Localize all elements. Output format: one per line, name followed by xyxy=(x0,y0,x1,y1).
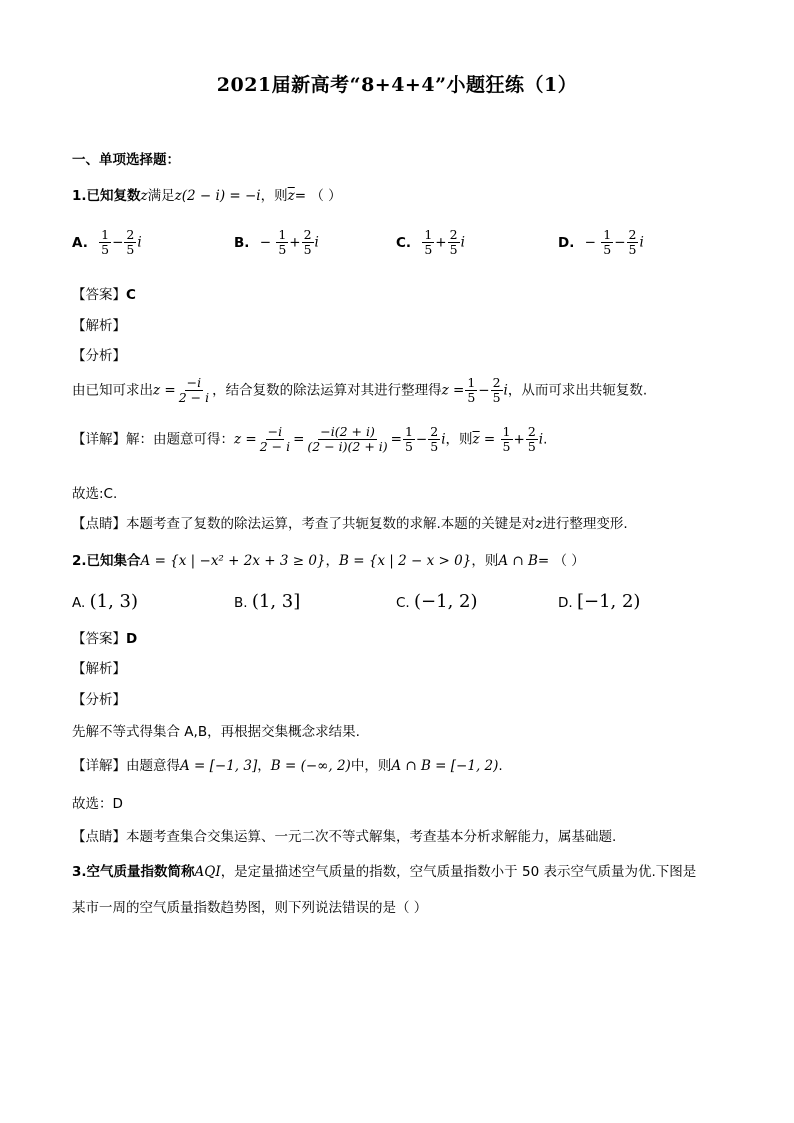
page-title: 2021届新高考“8+4+4”小题狂练（1） xyxy=(216,74,578,96)
q1-equation: z(2 − i) = −i xyxy=(174,188,261,204)
q1-mid: 满足 xyxy=(147,188,175,204)
q2-set-b: B = {x | 2 − x > 0} xyxy=(339,553,472,569)
q2-option-c[interactable]: C. (−1, 2) xyxy=(396,591,478,612)
q2-option-d[interactable]: D. [−1, 2) xyxy=(558,591,641,612)
q1-then: ，则 xyxy=(260,188,288,204)
q2-set-a: A = {x | −x² + 2x + 3 ≥ 0} xyxy=(140,553,326,569)
q2-detail: 【详解】由题意得A = [−1, 3]，B = (−∞, 2)中，则A ∩ B = [−1, 2). xyxy=(72,758,503,774)
q1-prefix: 1.已知复数 xyxy=(72,188,141,204)
q1-option-d[interactable]: D. − $\frac{1}{5}$ − $\frac{2}{5}$ i xyxy=(558,227,644,257)
q1-choose: 故选:C. xyxy=(72,486,118,502)
q2-stem: 2.已知集合A = {x | −x² + 2x + 3 ≥ 0}，B = {x | 2 − x > 0}，则A ∩ B= （ ） xyxy=(72,553,585,569)
q1-jiexi: 【解析】 xyxy=(72,318,126,334)
q1-comment: 【点睛】本题考查了复数的除法运算，考查了共轭复数的求解.本题的关键是对z进行整理变形. xyxy=(72,516,628,532)
q1-analysis: 由已知可求出z = $\frac{-i}{2 - i}$ ，结合复数的除法运算对其进行整理得z = $\frac{1}{5}$ − $\frac{2}{5}$ i，从而可求出共轭复数. xyxy=(72,375,648,405)
q2-options xyxy=(72,592,732,616)
q1-fenxi: 【分析】 xyxy=(72,348,126,364)
q1-detail: 【详解】解：由题意可得：z = $\frac{-i}{2 - i}$ = $\frac{-i(2 + i)}{(2 - i)(2 + i)}$ = $\frac{1}{5}$ − $\frac{2}{5}$ i，则$\overline{z}$ = $\frac{1}{5}$ + $\frac{2}{5}$ i. xyxy=(72,424,548,454)
q2-analysis: 先解不等式得集合 A,B，再根据交集概念求结果. xyxy=(72,724,360,740)
q1-options xyxy=(72,228,732,268)
q2-fenxi: 【分析】 xyxy=(72,692,126,708)
q1-option-a[interactable]: A. $\frac{1}{5}$ − $\frac{2}{5}$ i xyxy=(72,227,142,257)
q2-choose: 故选：D xyxy=(72,796,123,812)
q1-option-c[interactable]: C. $\frac{1}{5}$ + $\frac{2}{5}$ i xyxy=(396,227,465,257)
q2-comment: 【点睛】本题考查集合交集运算、一元二次不等式解集，考查基本分析求解能力，属基础题. xyxy=(72,829,617,845)
q2-jiexi: 【解析】 xyxy=(72,661,126,677)
q1-zbar: $\overline{z}$ xyxy=(287,188,295,204)
q2-option-b[interactable]: B. (1, 3] xyxy=(234,591,301,612)
section-heading: 一、单项选择题： xyxy=(72,152,180,168)
q1-answer: 【答案】C xyxy=(72,287,136,303)
q3-stem-line2: 某市一周的空气质量指数趋势图，则下列说法错误的是（ ） xyxy=(72,900,428,916)
q1-end: = （ ） xyxy=(294,188,342,204)
q1-stem xyxy=(72,186,342,206)
q2-option-a[interactable]: A. (1, 3) xyxy=(72,591,138,612)
q3-stem-line1: 3.空气质量指数简称AQI，是定量描述空气质量的指数，空气质量指数小于 50 表示空气质量为优.下图是 xyxy=(72,864,697,880)
q1-z: z xyxy=(140,188,148,204)
q1-option-b[interactable]: B. − $\frac{1}{5}$ + $\frac{2}{5}$ i xyxy=(234,227,319,257)
q2-answer: 【答案】D xyxy=(72,631,138,647)
